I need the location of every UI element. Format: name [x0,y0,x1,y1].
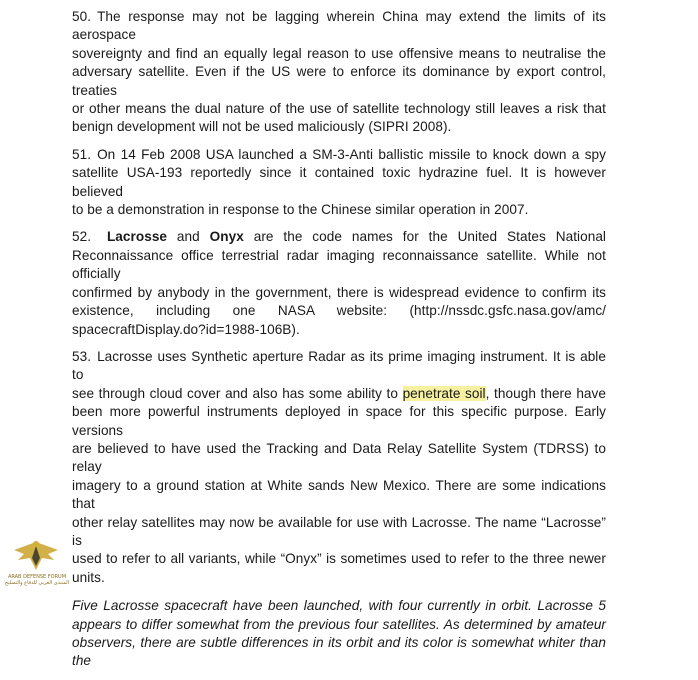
paragraph-number: 50. [72,9,92,24]
paragraph-51 [72,146,606,220]
text-line: used to refer to all variants, while “Onyx” is sometimes used to refer to the three newer [72,551,606,567]
text-line: imagery to a ground station at White sands New Mexico. There are some indications that [72,477,606,512]
text-line: benign development will not be used maliciously (SIPRI 2008). [72,119,452,135]
text-line: satellite USA-193 reportedly since it contained toxic hydrazine fuel. It is however believed [72,165,606,199]
code-name-lacrosse: Lacrosse [106,229,168,245]
paragraph-number: 53. [72,348,92,364]
text-line: units. [72,569,105,585]
text-line: Reconnaissance office terrestrial radar imaging reconnaissance satellite. While not officially [72,247,606,282]
text-line: or other means the dual nature of the use of satellite technology still leaves a risk that [72,101,606,117]
text-line: 51. On 14 Feb 2008 USA launched a SM-3-Anti ballistic missile to knock down a spy [72,146,606,162]
text-line: are believed to have used the Tracking and Data Relay Satellite System (TDRSS) to relay [72,440,606,475]
paragraph-50 [72,8,606,137]
text-line: appears to differ somewhat from the previous four satellites. As determined by amateur [72,616,606,632]
highlighted-text: penetrate soil [402,385,486,401]
text-line: adversary satellite. Even if the US were to enforce its dominance by export control, treaties [72,64,606,98]
text-line: spacecraftDisplay.do?id=1988-106B). [72,321,300,337]
paragraph-number: 52. [72,229,92,245]
paragraph-53 [72,348,606,587]
text-line: Five Lacrosse spacecraft have been launched, with four currently in orbit. Lacrosse 5 [72,598,606,614]
text-line: confirmed by anybody in the government, there is widespread evidence to confirm its [72,284,606,300]
watermark-text: ARAB DEFENSE FORUM المنتدى العربي للدفاع والتسليح [4,574,70,586]
italic-quote-paragraph [72,597,606,671]
code-name-onyx: Onyx [209,229,244,245]
paragraph-number: 51. [72,146,92,162]
paragraph-52 [72,228,606,338]
text-line: 50. The response may not be lagging wherein China may extend the limits of its aerospace [72,9,606,43]
text-line: other relay satellites may now be available for use with Lacrosse. The name “Lacrosse” is [72,514,606,548]
text-line: 53. Lacrosse uses Synthetic aperture Radar as its prime imaging instrument. It is able to [72,348,606,383]
document-page [72,8,606,680]
text-line: been more powerful instruments deployed in space for this specific purpose. Early versions [72,404,606,438]
text-line: existence, including one NASA website: (http://nssdc.gsfc.nasa.gov/amc/ [72,303,606,319]
text-line: sovereignty and find an equally legal reason to use offensive means to neutralise the [72,45,606,61]
text-line: observers, there are subtle differences in its orbit and its color is somewhat whiter than the [72,635,606,669]
text-line: to be a demonstration in response to the Chinese similar operation in 2007. [72,202,529,218]
text-line: see through cloud cover and also has some ability to penetrate soil, though there have [72,385,606,401]
text-line: 52. Lacrosse and Onyx are the code names for the United States National [72,229,607,245]
